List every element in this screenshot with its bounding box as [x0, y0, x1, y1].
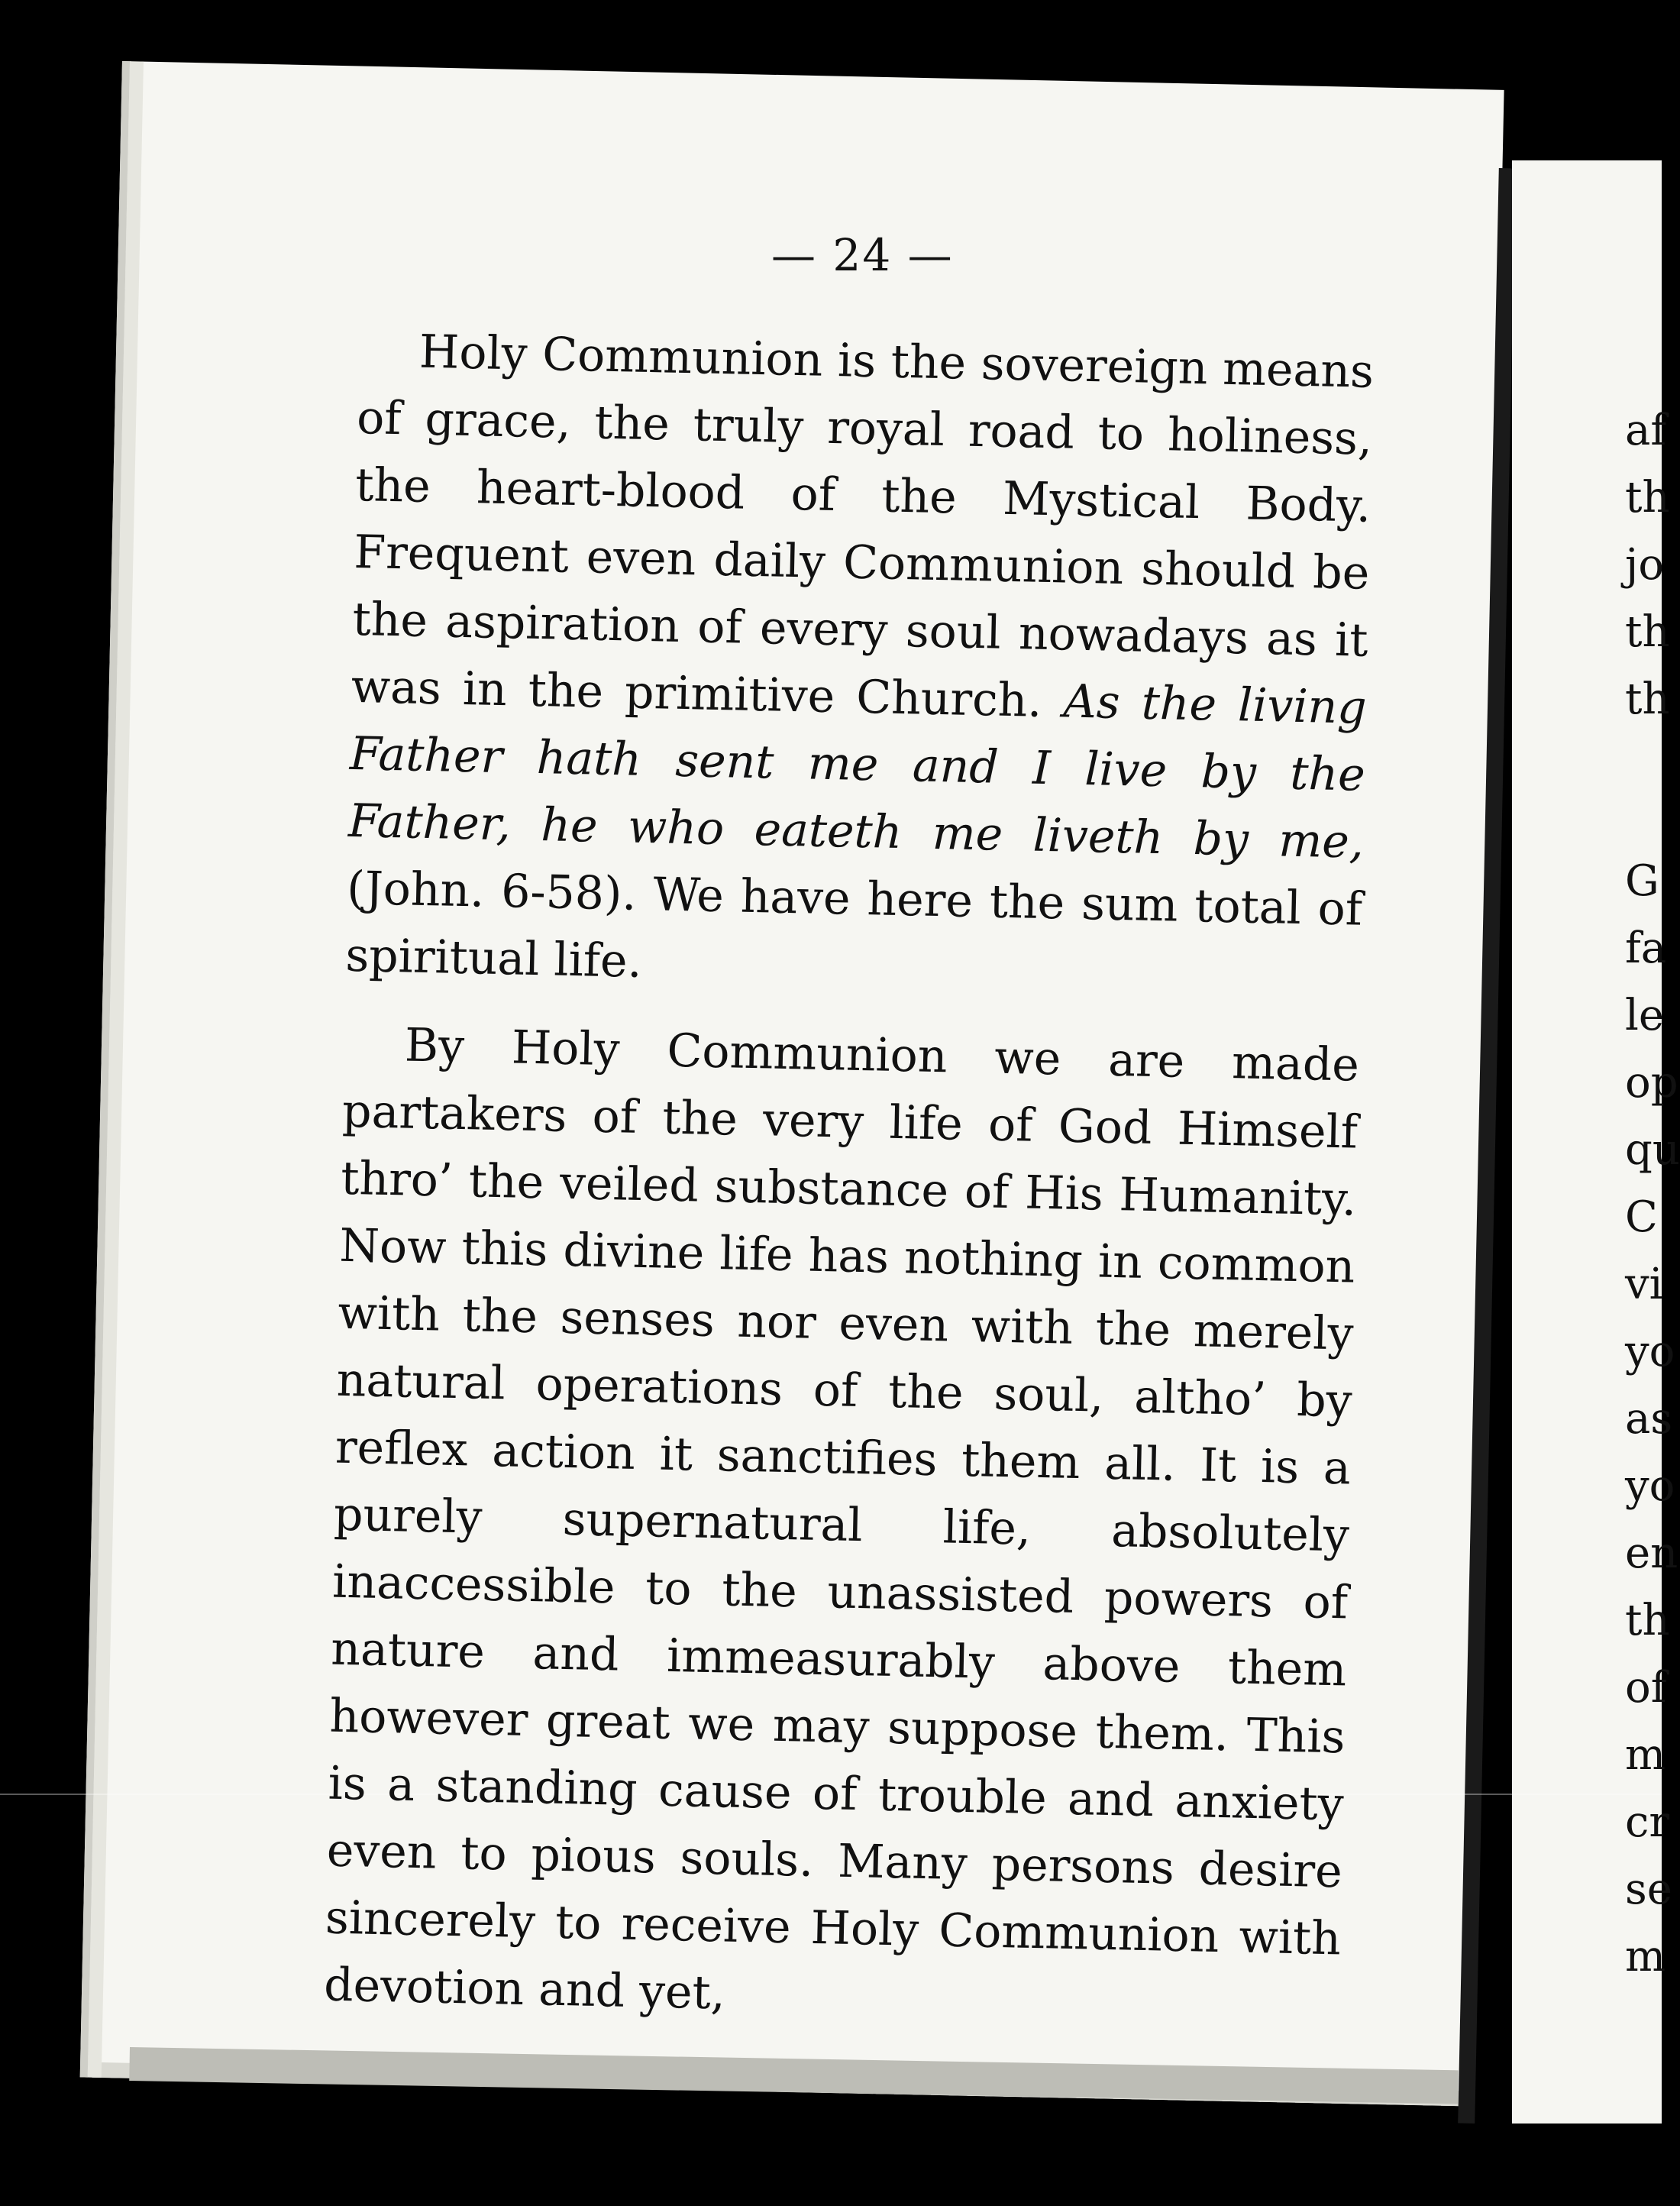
right-fragment: as — [1625, 1394, 1673, 1444]
right-fragment: af — [1625, 406, 1667, 455]
paragraph-2-text: By Holy Communion we are made partakers of the very life of God Himself thro’ the veiled substance of His Humanity. Now this divine life has nothing in common with the senses nor even with the merely natural operations of the soul, altho’ by reflex action it sanctifies them all. It is a purely supernatural life, absolutely inaccessible to the unassisted powers of nature and immeasurably above them however great we may suppose them. This is a standing cause of trouble and anxiety even to pious souls. Many persons desire sincerely to receive Holy Communion with devotion and yet, — [323, 1018, 1360, 2020]
paragraph-1-text-b: (John. 6-58). We have here the sum total of spiritual life. — [344, 861, 1363, 988]
right-fragment: se — [1625, 1865, 1672, 1914]
right-fragment: th — [1625, 607, 1670, 657]
paragraph-1 — [345, 317, 1375, 1011]
paragraph-1-quotation: As the living Father hath sent me and I live by the Father, he who eateth me liveth by me, — [347, 674, 1368, 869]
paragraph-2 — [323, 1011, 1359, 2040]
right-fragment: m — [1625, 1932, 1666, 1981]
right-fragment: en — [1625, 1528, 1678, 1578]
right-fragment: m — [1625, 1730, 1666, 1780]
right-fragment: qu — [1625, 1125, 1680, 1175]
right-fragment: vi — [1625, 1260, 1663, 1309]
right-fragment: yo — [1625, 1327, 1675, 1376]
paragraph-1-text-a: Holy Communion is the sovereign means of grace, the truly royal road to holiness, the heart-blood of the Mystical Body. Frequent even daily Communion should be the aspiration of every soul nowadays as it was in the primitive Church. — [351, 325, 1375, 729]
right-fragment: of — [1625, 1663, 1667, 1713]
right-fragment: cr — [1625, 1797, 1670, 1847]
right-fragment: le — [1625, 991, 1665, 1040]
right-fragment: fa — [1625, 923, 1667, 973]
right-fragment: th — [1625, 1596, 1670, 1645]
right-fragment: th — [1625, 473, 1670, 522]
right-fragment: op — [1625, 1058, 1678, 1108]
right-fragment: th — [1625, 674, 1670, 724]
right-fragment: yo — [1625, 1461, 1675, 1511]
right-fragment: C — [1625, 1192, 1658, 1242]
right-page-fragments — [1625, 397, 1680, 1991]
body-text — [323, 317, 1375, 2061]
page-number: — 24 — — [771, 229, 954, 281]
right-fragment: jo — [1625, 540, 1665, 590]
right-fragment: G — [1625, 856, 1659, 906]
